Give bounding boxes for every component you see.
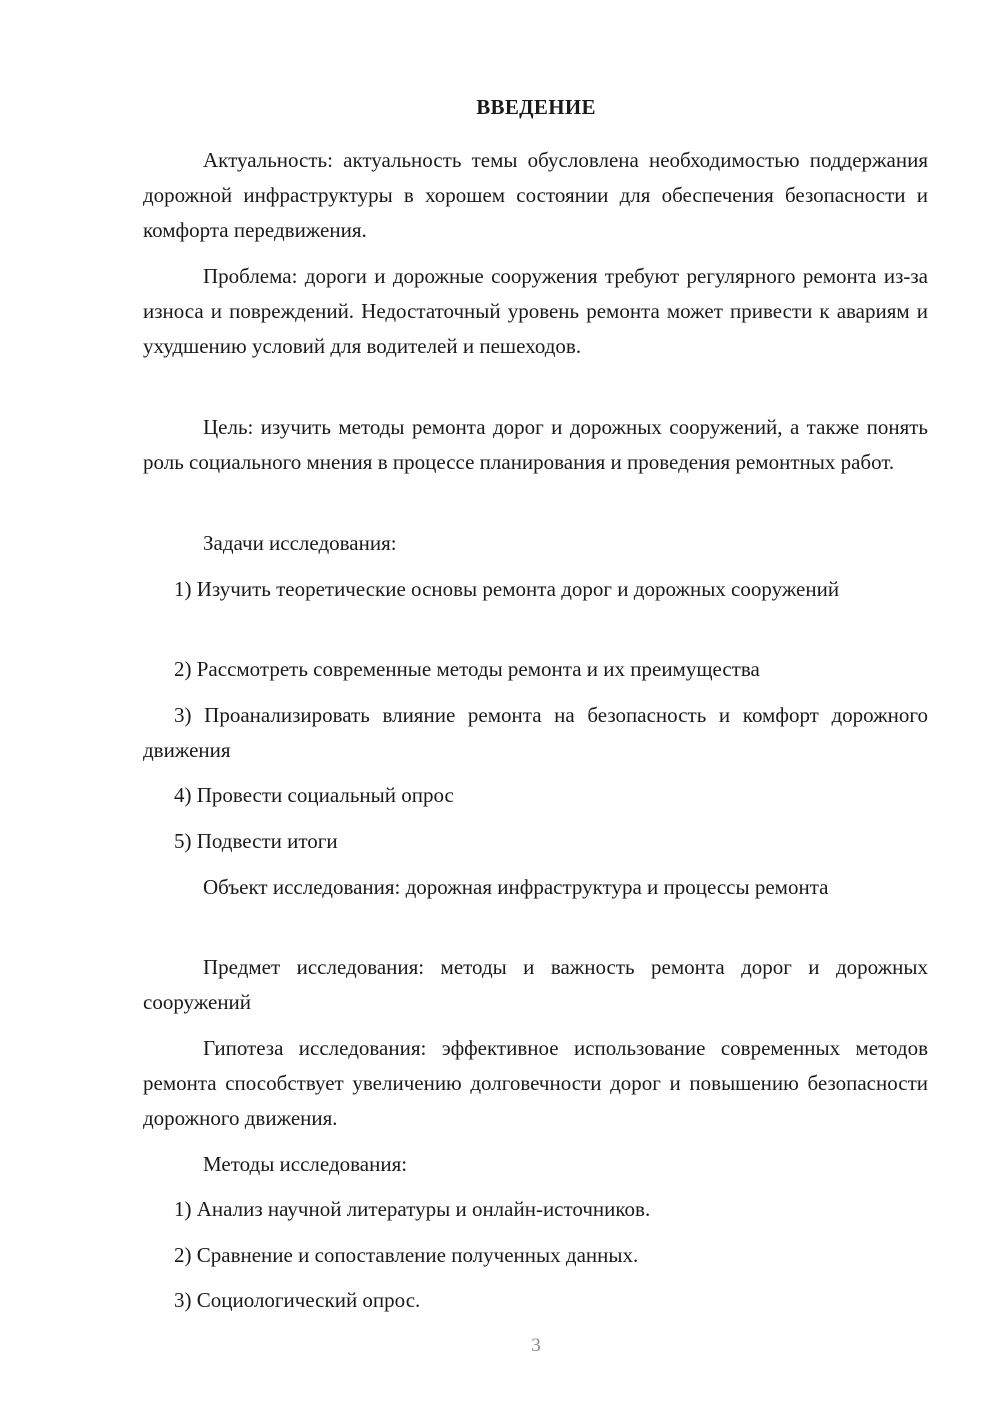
tasks-heading: Задачи исследования: [203,531,397,555]
object-paragraph: Объект исследования: дорожная инфраструктура и процессы ремонта [203,875,829,899]
method-item-3: 3) Социологический опрос. [174,1288,421,1312]
section-title: ВВЕДЕНИЕ [476,95,596,119]
methods-heading: Методы исследования: [203,1152,408,1176]
task-item-4: 4) Провести социальный опрос [174,783,454,807]
method-item-2: 2) Сравнение и сопоставление полученных данных. [174,1243,639,1267]
problem-paragraph: Проблема: дороги и дорожные сооружения требуют регулярного ремонта из-за износа и повреждений. Недостаточный уровень ремонта может привести к авариям и ухудшению условий для водителей и пешеходов. [143,264,928,358]
goal-paragraph: Цель: изучить методы ремонта дорог и дорожных сооружений, а также понять роль социального мнения в процессе планирования и проведения ремонтных работ. [143,415,928,474]
method-item-1: 1) Анализ научной литературы и онлайн-источников. [174,1197,651,1221]
subject-paragraph: Предмет исследования: методы и важность ремонта дорог и дорожных сооружений [143,955,928,1014]
task-item-5: 5) Подвести итоги [174,829,338,853]
relevance-paragraph: Актуальность: актуальность темы обусловлена необходимостью поддержания дорожной инфраструктуры в хорошем состоянии для обеспечения безопасности и комфорта передвижения. [143,148,928,242]
task-item-3: 3) Проанализировать влияние ремонта на безопасность и комфорт дорожного движения [143,703,928,762]
task-item-1: 1) Изучить теоретические основы ремонта дорог и дорожных сооружений [174,577,840,601]
hypothesis-paragraph: Гипотеза исследования: эффективное использование современных методов ремонта способствует увеличению долговечности дорог и повышению безопасности дорожного движения. [143,1036,928,1130]
page-number: 3 [531,1335,541,1356]
task-item-2: 2) Рассмотреть современные методы ремонта и их преимущества [174,657,760,681]
